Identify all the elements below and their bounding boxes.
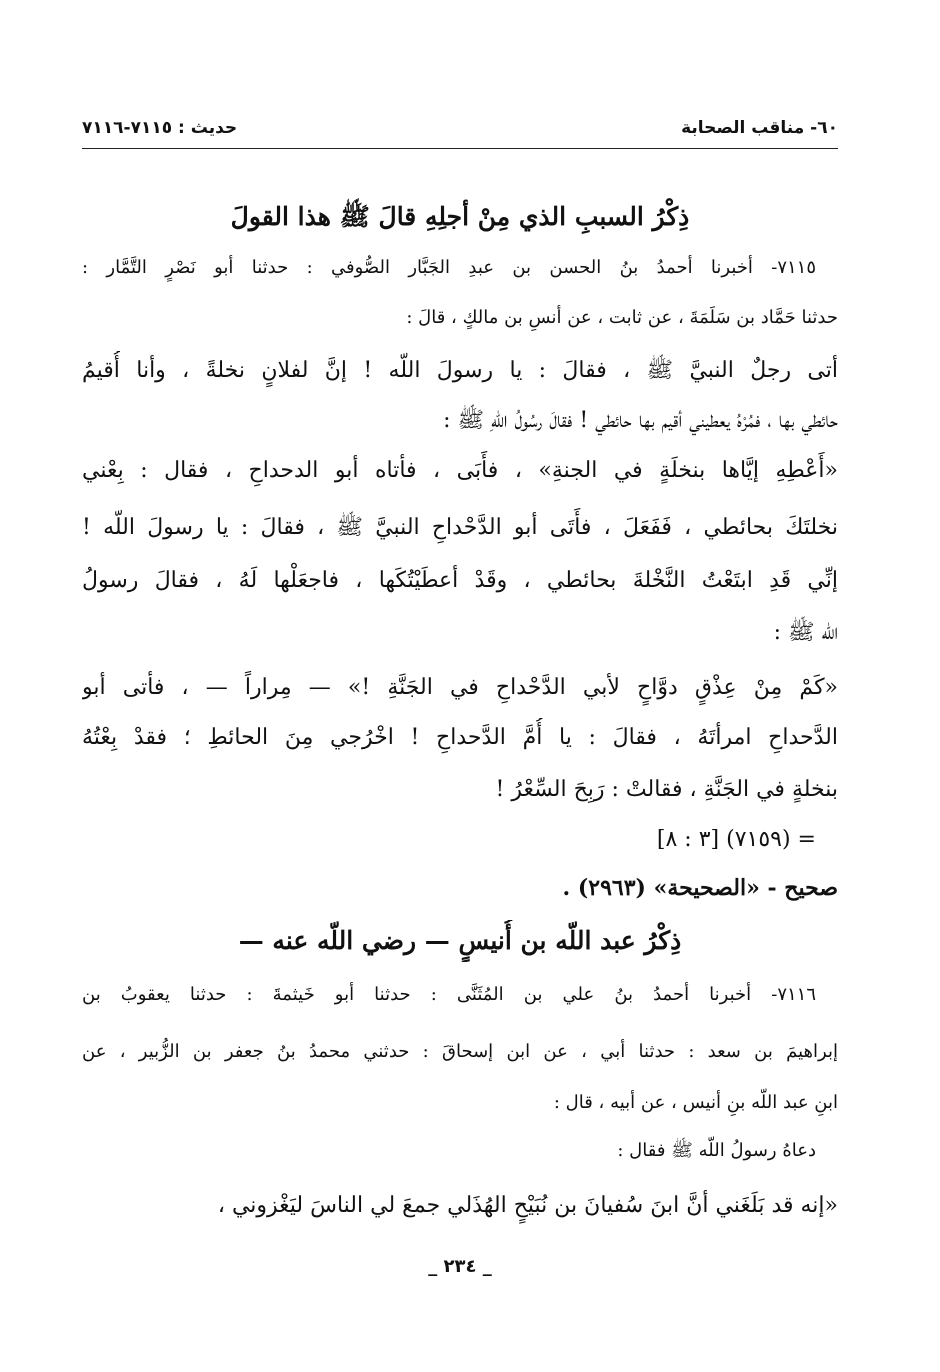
matn-line: أتى رجلٌ النبيَّ ﷺ ، فقالَ : يا رسولَ اللّه ! إنَّ لفلانٍ نخلةً ، وأنا أُقيمُ [82,358,838,383]
chapter-title: ٦٠- مناقب الصحابة [681,118,838,138]
isnad-line: دعاهُ رسولُ اللّه ﷺ فقال : [617,1140,816,1161]
cross-reference: = (٧١٥٩) [٣ : ٨] [656,827,816,852]
matn-line: «كَمْ مِنْ عِذْقٍ دوَّاحٍ لأبي الدَّحْداحِ في الجَنَّةِ !» — مِراراً — ، فأتى أبو [82,675,838,700]
matn-line: «إنه قد بَلَغَني أنَّ ابنَ سُفيانَ بن نُبَيْحٍ الهُذَلي جمعَ لي الناسَ ليَغْزوني ، [217,1193,838,1218]
header-rule [82,148,838,149]
matn-line: نخلتَكَ بحائطي ، فَفَعَلَ ، فأَتَى أبو الدَّحْداحِ النبيَّ ﷺ ، فقالَ : يا رسولَ اللّه ! [82,515,838,540]
section-heading: ذِكْرُ عبد اللّه بن أُنيسٍ — رضي اللّه عنه — [238,926,682,955]
isnad-line: ٧١١٥- أخبرنا أحمدُ بنُ الحسن بن عبدِ الجَبَّار الصُّوفي : حدثنا أبو نَصْرٍ التَّمَّار : [82,257,816,278]
running-header [82,118,838,150]
matn-line: «أَعْطِهِ إيَّاها بنخلَةٍ في الجنةِ» ، فأَبَى ، فأتاه أبو الدحداحِ ، فقال : بِعْني [82,458,838,483]
matn-line: الدَّحداحِ امرأتَهُ ، فقالَ : يا أُمَّ الدَّحداحِ ! اخْرُجي مِنَ الحائطِ ؛ فقدْ بِعْتُهُ [82,725,838,750]
matn-line: اللّه ﷺ : [773,620,838,645]
isnad-line: إبراهيمَ بن سعد : حدثنا أبي ، عن ابن إسحاقَ : حدثني محمدُ بنُ جعفر بن الزُّبير ، عن [82,1041,838,1062]
matn-line: إنِّي قَدِ ابتَعْتُ النَّخْلةَ بحائطي ، وقَدْ أعطَيْتُكَها ، فاجعَلْها لَهُ ، فقالَ رسولُ [82,568,838,593]
matn-line: بنخلةٍ في الجَنَّةِ ، فقالتْ : رَبِحَ السِّعْرُ ! [495,777,838,802]
isnad-line: ٧١١٦- أخبرنا أحمدُ بنُ علي بن المُثَنَّى : حدثنا أبو خَيثمةَ : حدثنا يعقوبُ بن [82,984,816,1005]
section-heading: ذِكْرُ السببِ الذي مِنْ أجلِهِ قالَ ﷺ هذا القولَ [230,202,690,231]
isnad-line: ابنِ عبد اللّه بنِ أنيس ، عن أبيه ، قال : [553,1092,838,1113]
page-number: _ ٢٣٤ _ [428,1256,492,1277]
book-page [82,108,838,1308]
hadith-grading: صحيح - «الصحيحة» (٢٩٦٣) . [562,875,838,901]
isnad-line: حدثنا حَمَّاد بن سَلَمَةَ ، عن ثابت ، عن أنسِ بن مالكٍ ، قالَ : [406,307,838,328]
hadith-range: حديث : ٧١١٥-٧١١٦ [82,118,238,138]
matn-line: حائطي بها ، فمُرْهُ يعطيني أقيم بها حائطي ! فقالَ رسُولُ اللّهِ ﷺ : [443,408,838,433]
